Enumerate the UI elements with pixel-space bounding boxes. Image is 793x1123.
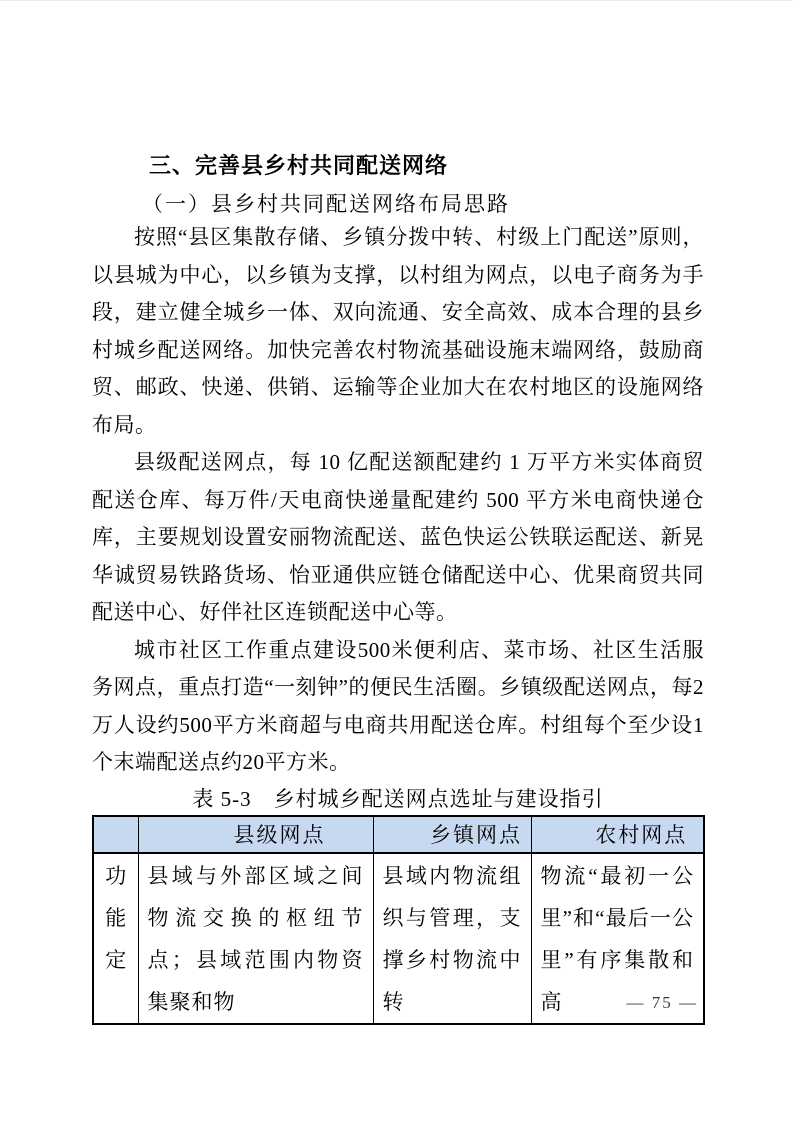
table-header-corner-cell [93, 816, 138, 853]
page-content [92, 151, 704, 1025]
table-header-row [93, 816, 704, 853]
table-cell-village: 物流“最初一公里”和“最后一公里”有序集散和高 [531, 853, 704, 1024]
subsection-heading: （一）县乡村共同配送网络布局思路 [142, 192, 510, 216]
table-row [93, 853, 704, 1024]
table-header-village: 农村网点 [531, 816, 704, 853]
body-paragraph: 城市社区工作重点建设500米便利店、菜市场、社区生活服务网点，重点打造“一刻钟”的便民生活圈。乡镇级配送网点，每2万人设约500平方米商超与电商共用配送仓库。村组每个至少设1个末端配送点约20平方米。 [92, 637, 704, 774]
body-paragraph: 按照“县区集散存储、乡镇分拨中转、村级上门配送”原则，以县城为中心，以乡镇为支撑，以村组为网点，以电子商务为手段，建立健全城乡一体、双向流通、安全高效、成本合理的县乡村城乡配送网络。加快完善农村物流基础设施末端网络，鼓励商贸、邮政、快递、供销、运输等企业加大在农村地区的设施网络布局。 [92, 225, 704, 437]
body-paragraph: 县级配送网点，每 10 亿配送额配建约 1 万平方米实体商贸配送仓库、每万件/天电商快递量配建约 500 平方米电商快递仓库，主要规划设置安丽物流配送、蓝色快运公铁联运配送、新晃华诚贸易铁路货场、怡亚通供应链仓储配送中心、优果商贸共同配送中心、好伴社区连锁配送中心等。 [92, 450, 704, 624]
page-number: — 75 — [626, 993, 698, 1012]
table-cell-township: 县域内物流组织与管理，支撑乡村物流中转 [373, 853, 531, 1024]
table-cell-county: 县域与外部区域之间物流交换的枢纽节点；县域范围内物资集聚和物 [138, 853, 373, 1024]
table-caption: 表 5-3 乡村城乡配送网点选址与建设指引 [192, 786, 604, 811]
logistics-network-table [92, 815, 705, 1025]
row-label-cell: 功能定 [93, 853, 138, 1024]
table-header-county: 县级网点 [138, 816, 373, 853]
section-heading: 三、完善县乡村共同配送网络 [149, 153, 449, 178]
table-header-township: 乡镇网点 [373, 816, 531, 853]
